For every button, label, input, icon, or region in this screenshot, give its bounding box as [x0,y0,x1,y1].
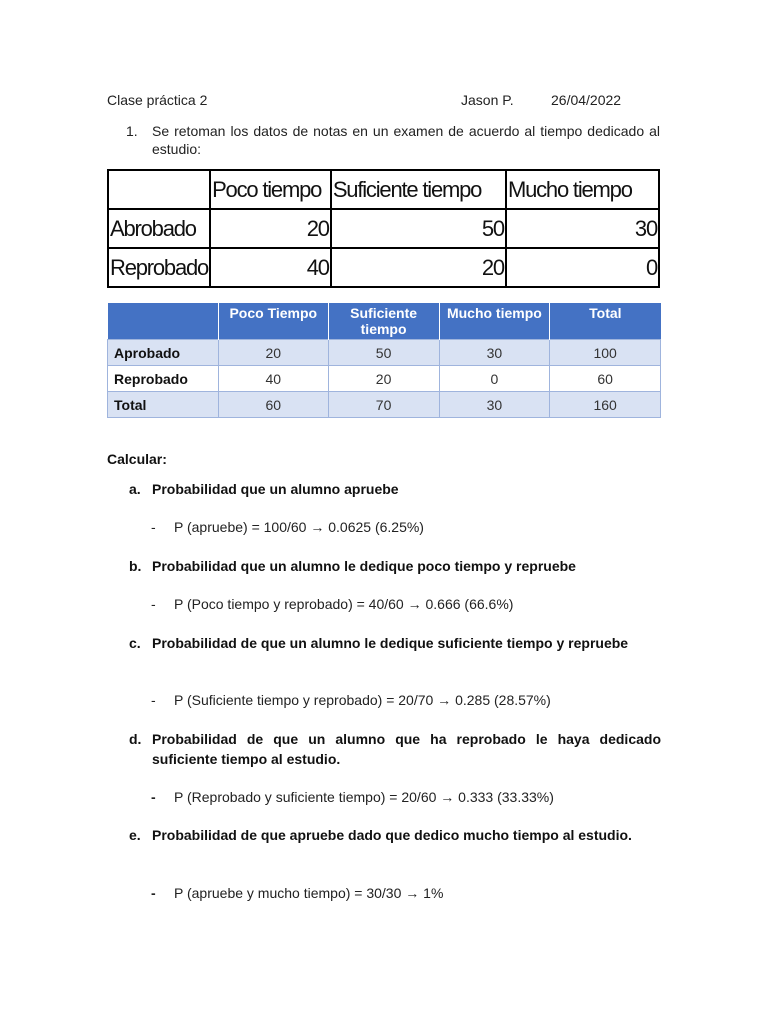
bullet-dash: - [151,692,156,708]
table-cell: 20 [331,248,506,287]
bullet-dash: - [151,789,156,805]
item-question: Probabilidad de que apruebe dado que dedico mucho tiempo al estudio. [152,827,632,843]
table-row [108,340,661,366]
table-cell: 30 [506,209,659,248]
table-cell: 50 [331,209,506,248]
document-date: 26/04/2022 [551,92,622,108]
row-label: Aprobado [108,340,219,366]
question-text: Se retoman los datos de notas en un examen de acuerdo al tiempo dedicado al estudio: [152,123,660,157]
row-label: Total [108,392,219,418]
item-letter: e. [129,827,141,843]
table-cell: 20 [210,209,331,248]
answer-text: P (apruebe y mucho tiempo) = 30/30 → 1% [174,885,444,901]
answer-text: P (Poco tiempo y reprobado) = 40/60 → 0.666 (66.6%) [174,596,514,612]
table-cell: 50 [328,340,439,366]
bullet-dash: - [151,519,156,535]
table-cell: 160 [550,392,661,418]
totals-table [107,303,661,418]
table-cell: 70 [328,392,439,418]
answer-text: P (Suficiente tiempo y reprobado) = 20/70 → 0.285 (28.57%) [174,692,551,708]
row-label: Reprobado [108,248,210,287]
table-header-cell: Poco Tiempo [218,303,328,340]
table-header-cell: Poco tiempo [210,170,331,209]
table-cell: 30 [439,392,550,418]
question-number: 1. [126,123,138,139]
table-cell: 40 [218,366,328,392]
item-letter: c. [129,635,141,651]
table-cell: 60 [218,392,328,418]
table-cell: 40 [210,248,331,287]
table-row [108,248,659,287]
calcular-heading: Calcular: [107,451,167,467]
table-row [108,366,661,392]
document-title: Clase práctica 2 [107,92,208,108]
item-letter: b. [129,558,142,574]
table-row [108,209,659,248]
author-name: Jason P. [461,92,514,108]
table-header-cell: Suficiente tiempo [331,170,506,209]
table-cell: 100 [550,340,661,366]
table-cell: 20 [328,366,439,392]
item-question: Probabilidad de que un alumno le dedique suficiente tiempo y repruebe [152,635,629,651]
item-question: Probabilidad que un alumno le dedique poco tiempo y repruebe [152,558,576,574]
item-question: Probabilidad que un alumno apruebe [152,481,399,497]
row-label: Reprobado [108,366,219,392]
item-letter: d. [129,731,142,747]
table-header-cell [108,303,219,340]
table-header-row [108,170,659,209]
item-letter: a. [129,481,141,497]
bullet-dash: - [151,885,156,901]
answer-text: P (apruebe) = 100/60 → 0.0625 (6.25%) [174,519,424,535]
document-header [107,92,667,110]
table-header-cell [108,170,210,209]
table-header-cell: Mucho tiempo [439,303,550,340]
bullet-dash: - [151,596,156,612]
table-header-cell: Total [550,303,661,340]
answer-text: P (Reprobado y suficiente tiempo) = 20/60 → 0.333 (33.33%) [174,789,554,805]
table-cell: 30 [439,340,550,366]
table-header-cell: Mucho tiempo [506,170,659,209]
raw-data-table [107,169,660,288]
item-question: Probabilidad de que un alumno que ha reprobado le haya dedicado suficiente tiempo al estudio. [152,731,661,767]
table-cell: 60 [550,366,661,392]
table-cell: 0 [439,366,550,392]
table-cell: 20 [218,340,328,366]
table-row [108,392,661,418]
row-label: Abrobado [108,209,210,248]
table-header-row [108,303,661,340]
table-cell: 0 [506,248,659,287]
table-header-cell: Suficiente tiempo [328,303,439,340]
